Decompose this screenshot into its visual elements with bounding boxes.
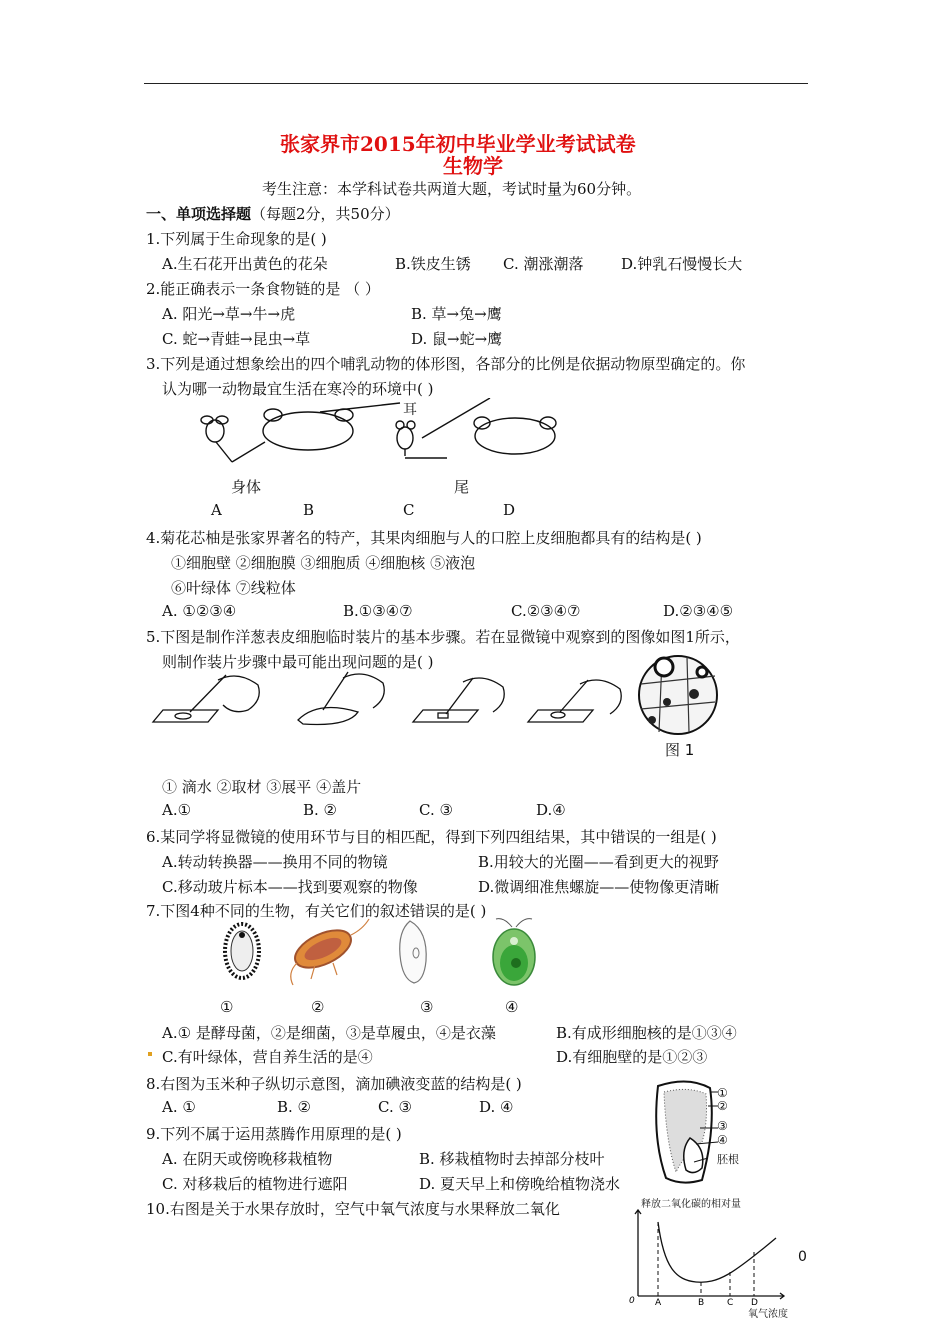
q9-option-c: C. 对移栽后的植物进行遮阳 bbox=[162, 1175, 348, 1193]
q2-stem: 2.能正确表示一条食物链的是 （ ） bbox=[146, 280, 380, 298]
q10-chart-ylabel: 释放二氧化碳的相对量 bbox=[641, 1199, 741, 1210]
chart-tick-b: B bbox=[698, 1298, 705, 1306]
section-title: 一、单项选择题 bbox=[146, 205, 252, 223]
step1-drop bbox=[175, 713, 191, 719]
q3-stem-line2: 认为哪一动物最宜生活在寒冷的环境中( ) bbox=[162, 380, 434, 398]
q6-option-c: C.移动玻片标本——找到要观察的物像 bbox=[162, 878, 418, 896]
chart-origin: 0 bbox=[629, 1296, 635, 1306]
q3-option-c: C bbox=[403, 501, 415, 519]
q4-items-line1: ①细胞壁 ②细胞膜 ③细胞质 ④细胞核 ⑤液泡 bbox=[171, 554, 476, 572]
q2-option-c: C. 蛇→青蛙→昆虫→草 bbox=[162, 330, 311, 348]
step1-hand bbox=[218, 676, 259, 712]
step1-slide bbox=[153, 710, 218, 722]
q7-label-4: ④ bbox=[505, 998, 519, 1016]
q6-option-a: A.转动转换器——换用不同的物镜 bbox=[162, 853, 388, 871]
q1-option-c: C. 潮涨潮落 bbox=[503, 255, 584, 273]
q1-option-a: A.生石花开出黄色的花朵 bbox=[162, 255, 328, 273]
ear-pointer-line bbox=[320, 403, 400, 412]
q4-option-d: D.②③④⑤ bbox=[663, 602, 734, 620]
q10-stem: 10.右图是关于水果存放时，空气中氧气浓度与水果释放二氧化 bbox=[146, 1200, 560, 1218]
q1-option-d: D.钟乳石慢慢长大 bbox=[621, 255, 743, 273]
animal-a-neck bbox=[216, 442, 232, 462]
chart-curve bbox=[658, 1222, 776, 1282]
q9-option-b: B. 移栽植物时去掉部分枝叶 bbox=[419, 1150, 605, 1168]
q1-stem: 1.下列属于生命现象的是( ) bbox=[146, 230, 327, 248]
animal-c-ear-right bbox=[407, 421, 415, 429]
q3-stem-line1: 3.下列是通过想象绘出的四个哺乳动物的体形图，各部分的比例是依据动物原型确定的。你 bbox=[146, 355, 746, 373]
q5-option-d: D.④ bbox=[536, 801, 566, 819]
q7-stem: 7.下图4种不同的生物，有关它们的叙述错误的是( ) bbox=[146, 902, 487, 920]
q4-option-c: C.②③④⑦ bbox=[511, 602, 581, 620]
q8-option-a: A. ① bbox=[162, 1098, 196, 1116]
animal-a-ear-left bbox=[201, 416, 213, 424]
q3-animal-figure bbox=[190, 398, 570, 478]
section-heading bbox=[146, 203, 400, 224]
q3-label-ear: 耳 bbox=[403, 402, 417, 418]
q4-option-a: A. ①②③④ bbox=[162, 602, 237, 620]
animal-b-body bbox=[263, 412, 353, 450]
chart-tick-d: D bbox=[751, 1298, 758, 1306]
q3-option-a: A bbox=[211, 501, 222, 519]
q9-option-a: A. 在阴天或傍晚移栽植物 bbox=[162, 1150, 333, 1168]
q3-option-d: D bbox=[503, 501, 516, 519]
q9-option-d: D. 夏天早上和傍晚给植物浇水 bbox=[419, 1175, 621, 1193]
q7-option-c: C.有叶绿体，营自养生活的是④ bbox=[162, 1048, 373, 1066]
stray-dot bbox=[148, 1052, 152, 1056]
q2-option-d: D. 鼠→蛇→鹰 bbox=[411, 330, 503, 348]
animal-c-head bbox=[397, 427, 413, 449]
figure1-micrograph bbox=[637, 654, 719, 736]
q7-organisms-figure bbox=[215, 915, 555, 987]
q4-option-b: B.①③④⑦ bbox=[343, 602, 413, 620]
chart-tick-a: A bbox=[655, 1298, 662, 1306]
q5-steps-figure bbox=[148, 660, 628, 732]
q8-fig-label-radicle: 胚根 bbox=[717, 1153, 739, 1166]
step3-slide bbox=[413, 710, 478, 722]
q10-chart bbox=[628, 1208, 788, 1306]
q8-option-d: D. ④ bbox=[479, 1098, 514, 1116]
q8-stem: 8.右图为玉米种子纵切示意图，滴加碘液变蓝的结构是( ) bbox=[146, 1075, 522, 1093]
q3-option-b: B bbox=[303, 501, 315, 519]
q7-option-b: B.有成形细胞核的是①③④ bbox=[556, 1024, 737, 1042]
q6-option-d: D.微调细准焦螺旋——使物像更清晰 bbox=[478, 878, 720, 896]
q7-option-d: D.有细胞壁的是①②③ bbox=[556, 1048, 708, 1066]
q7-label-2: ② bbox=[311, 998, 325, 1016]
q6-stem: 6.某同学将显微镜的使用环节与目的相匹配，得到下列四组结果，其中错误的一组是( ) bbox=[146, 828, 717, 846]
q8-fig-label-1: ① bbox=[717, 1086, 728, 1100]
step4-tweezers bbox=[560, 680, 588, 712]
q8-option-c: C. ③ bbox=[378, 1098, 412, 1116]
q2-option-a: A. 阳光→草→牛→虎 bbox=[162, 305, 296, 323]
q3-label-tail: 尾 bbox=[454, 478, 470, 496]
q9-stem: 9.下列不属于运用蒸腾作用原理的是( ) bbox=[146, 1125, 402, 1143]
step3-needle bbox=[446, 678, 473, 714]
q5-option-a: A.① bbox=[162, 801, 192, 819]
chart-tick-c: C bbox=[727, 1298, 734, 1306]
q8-corn-seed-figure bbox=[648, 1078, 718, 1188]
q5-option-c: C. ③ bbox=[419, 801, 453, 819]
animal-c-ear-left bbox=[396, 421, 404, 429]
header-rule bbox=[144, 83, 808, 84]
exam-title: 张家界市2015年初中毕业学业考试试卷 bbox=[280, 132, 636, 156]
q8-fig-label-4: ④ bbox=[717, 1133, 728, 1147]
figure1-label: 图 1 bbox=[665, 741, 695, 759]
q2-option-b: B. 草→兔→鹰 bbox=[411, 305, 502, 323]
exam-subject: 生物学 bbox=[443, 154, 503, 178]
q4-stem: 4.菊花芯柚是张家界著名的特产，其果肉细胞与人的口腔上皮细胞都具有的结构是( ) bbox=[146, 529, 702, 547]
q5-stem-line1: 5.下图是制作洋葱表皮细胞临时装片的基本步骤。若在显微镜中观察到的图像如图1所示， bbox=[146, 628, 740, 646]
q1-option-b: B.铁皮生锈 bbox=[395, 255, 471, 273]
q7-option-a: A.① 是酵母菌，②是细菌，③是草履虫，④是衣藻 bbox=[162, 1024, 496, 1042]
q5-stem-line2: 则制作装片步骤中最可能出现问题的是( ) bbox=[162, 653, 434, 671]
step4-hand bbox=[580, 680, 621, 714]
step4-drop bbox=[551, 712, 565, 718]
section-note: （每题2分，共50分） bbox=[251, 205, 400, 223]
q8-fig-label-3: ③ bbox=[717, 1119, 728, 1133]
q8-fig-label-2: ② bbox=[717, 1099, 728, 1113]
q8-option-b: B. ② bbox=[277, 1098, 312, 1116]
q10-side-mark: 0 bbox=[798, 1249, 807, 1265]
q5-option-b: B. ② bbox=[303, 801, 338, 819]
animal-d-body bbox=[475, 418, 555, 454]
q7-label-1: ① bbox=[220, 998, 234, 1016]
step2-hand bbox=[343, 674, 384, 708]
q3-label-body: 身体 bbox=[231, 478, 262, 496]
step1-dropper bbox=[190, 675, 226, 712]
q10-chart-xlabel: 氧气浓度 bbox=[748, 1309, 788, 1320]
q4-items-line2: ⑥叶绿体 ⑦线粒体 bbox=[171, 579, 296, 597]
q5-steps: ① 滴水 ②取材 ③展平 ④盖片 bbox=[162, 778, 362, 796]
organism2-bacterium bbox=[289, 919, 369, 985]
q7-label-3: ③ bbox=[420, 998, 434, 1016]
animal-a-tail-line bbox=[232, 442, 265, 462]
organism4-chlamydomonas bbox=[493, 919, 535, 985]
step2-onion bbox=[298, 708, 358, 725]
exam-notice: 考生注意：本学科试卷共两道大题，考试时量为60分钟。 bbox=[262, 180, 642, 198]
tail-pointer-line bbox=[422, 398, 490, 438]
q6-option-b: B.用较大的光圈——看到更大的视野 bbox=[478, 853, 719, 871]
